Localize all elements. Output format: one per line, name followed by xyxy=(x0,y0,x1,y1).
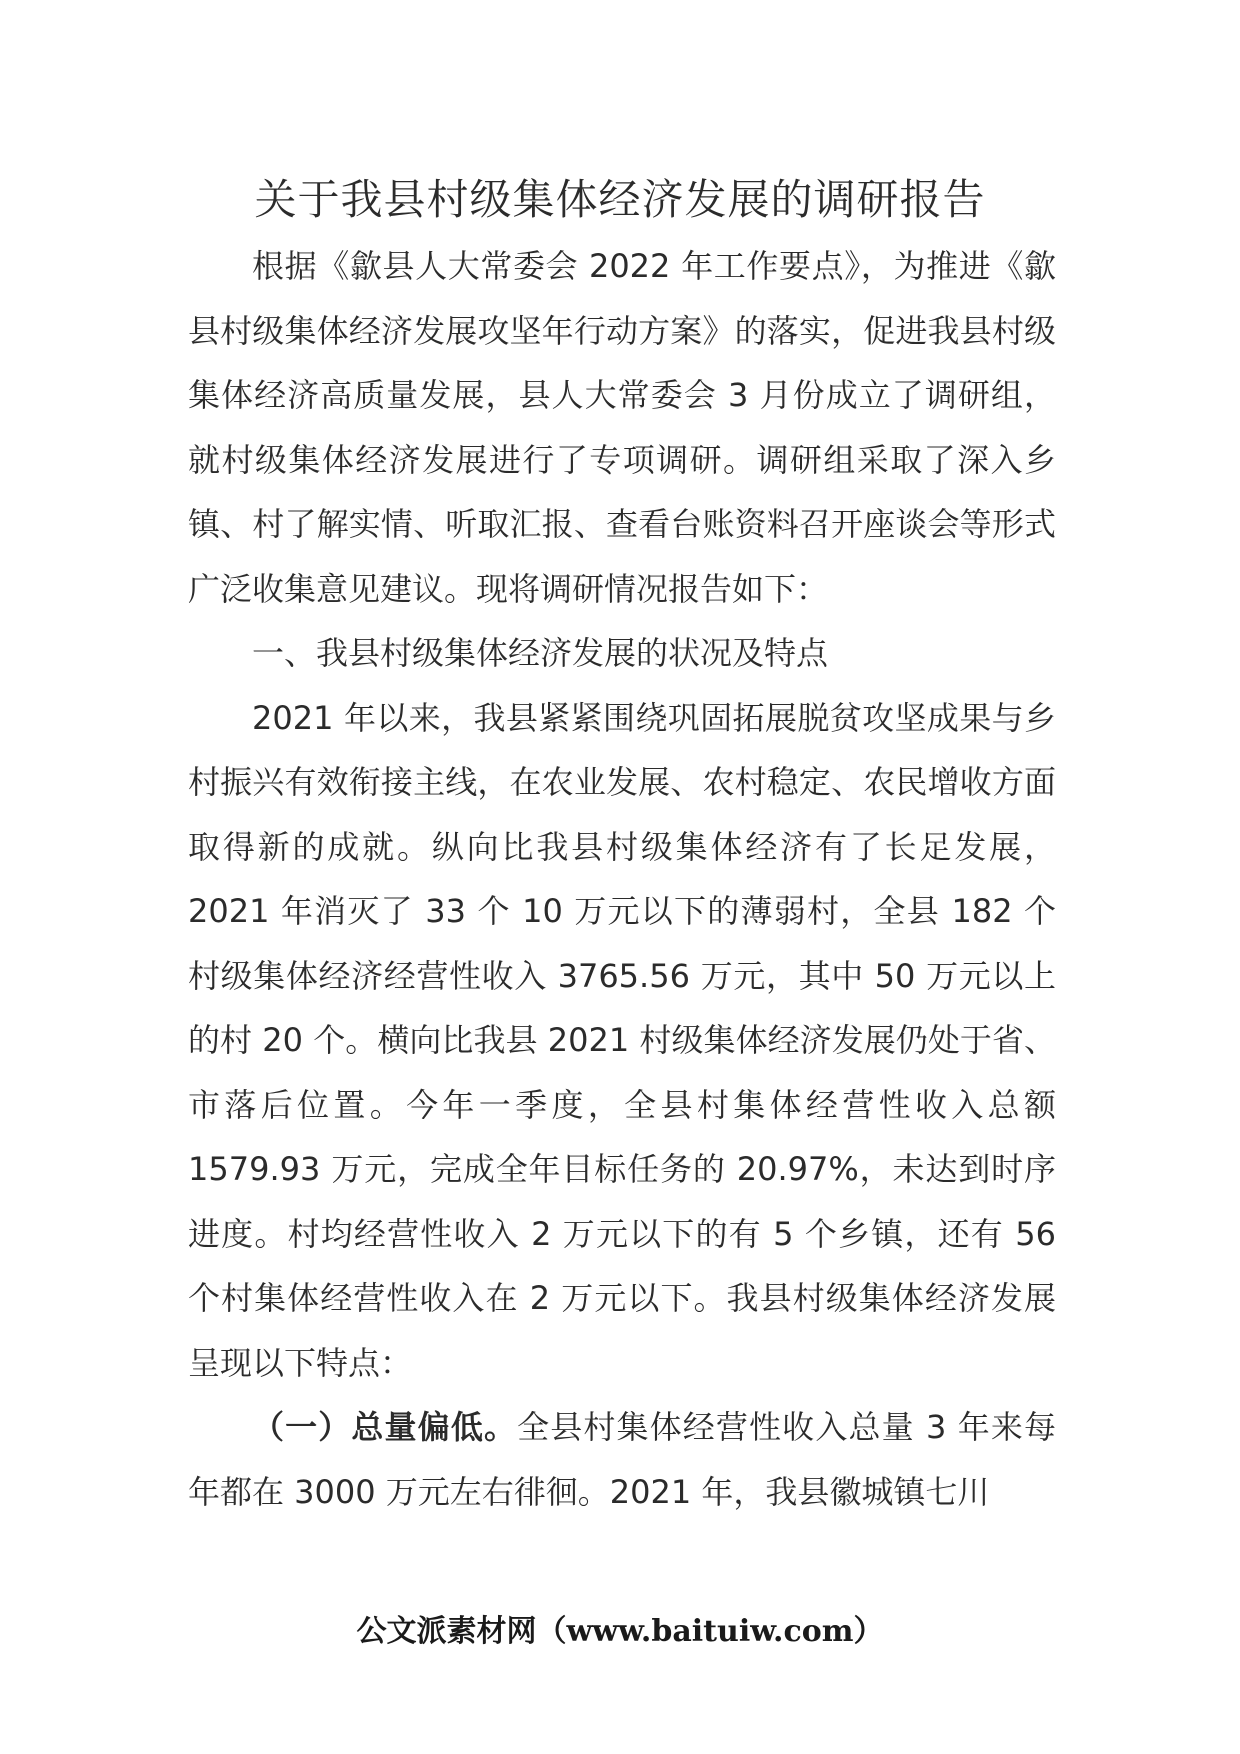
intro-paragraph: 根据《歙县人大常委会 2022 年工作要点》，为推进《歙县村级集体经济发展攻坚年行动方案》的落实，促进我县村级集体经济高质量发展，县人大常委会 3 月份成立了调研组，就村级集体经济发展进行了专项调研。调研组采取了深入乡镇、村了解实情、听取汇报、查看台账资料召开座谈会等形式广泛收集意见建议。现将调研情况报告如下： xyxy=(188,247,1056,608)
section-heading: 一、我县村级集体经济发展的状况及特点 xyxy=(252,634,829,672)
footer-watermark: 公文派素材网（www.baituiw.com） xyxy=(356,1614,884,1649)
point-label: （一）总量偏低。 xyxy=(252,1408,518,1446)
point-paragraph xyxy=(188,1395,1056,1524)
document-title: 关于我县村级集体经济发展的调研报告 xyxy=(254,175,986,224)
point-text: 全县村集体经营性收入总量 3 年来每年都在 3000 万元左右徘徊。2021 年，我县徽城镇七川 xyxy=(188,1408,1056,1511)
section-paragraph: 2021 年以来，我县紧紧围绕巩固拓展脱贫攻坚成果与乡村振兴有效衔接主线，在农业发展、农村稳定、农民增收方面取得新的成就。纵向比我县村级集体经济有了长足发展，2021 年消灭了 33 个 10 万元以下的薄弱村，全县 182 个村级集体经济经营性收入 3765.56 万元，其中 50 万元以上的村 20 个。横向比我县 2021 村级集体经济发展仍处于省、市落后位置。今年一季度，全县村集体经营性收入总额 1579.93 万元，完成全年目标任务的 20.97%，未达到时序进度。村均经营性收入 2 万元以下的有 5 个乡镇，还有 56 个村集体经营性收入在 2 万元以下。我县村级集体经济发展呈现以下特点： xyxy=(188,698,1056,1382)
document-body xyxy=(188,234,1056,1524)
